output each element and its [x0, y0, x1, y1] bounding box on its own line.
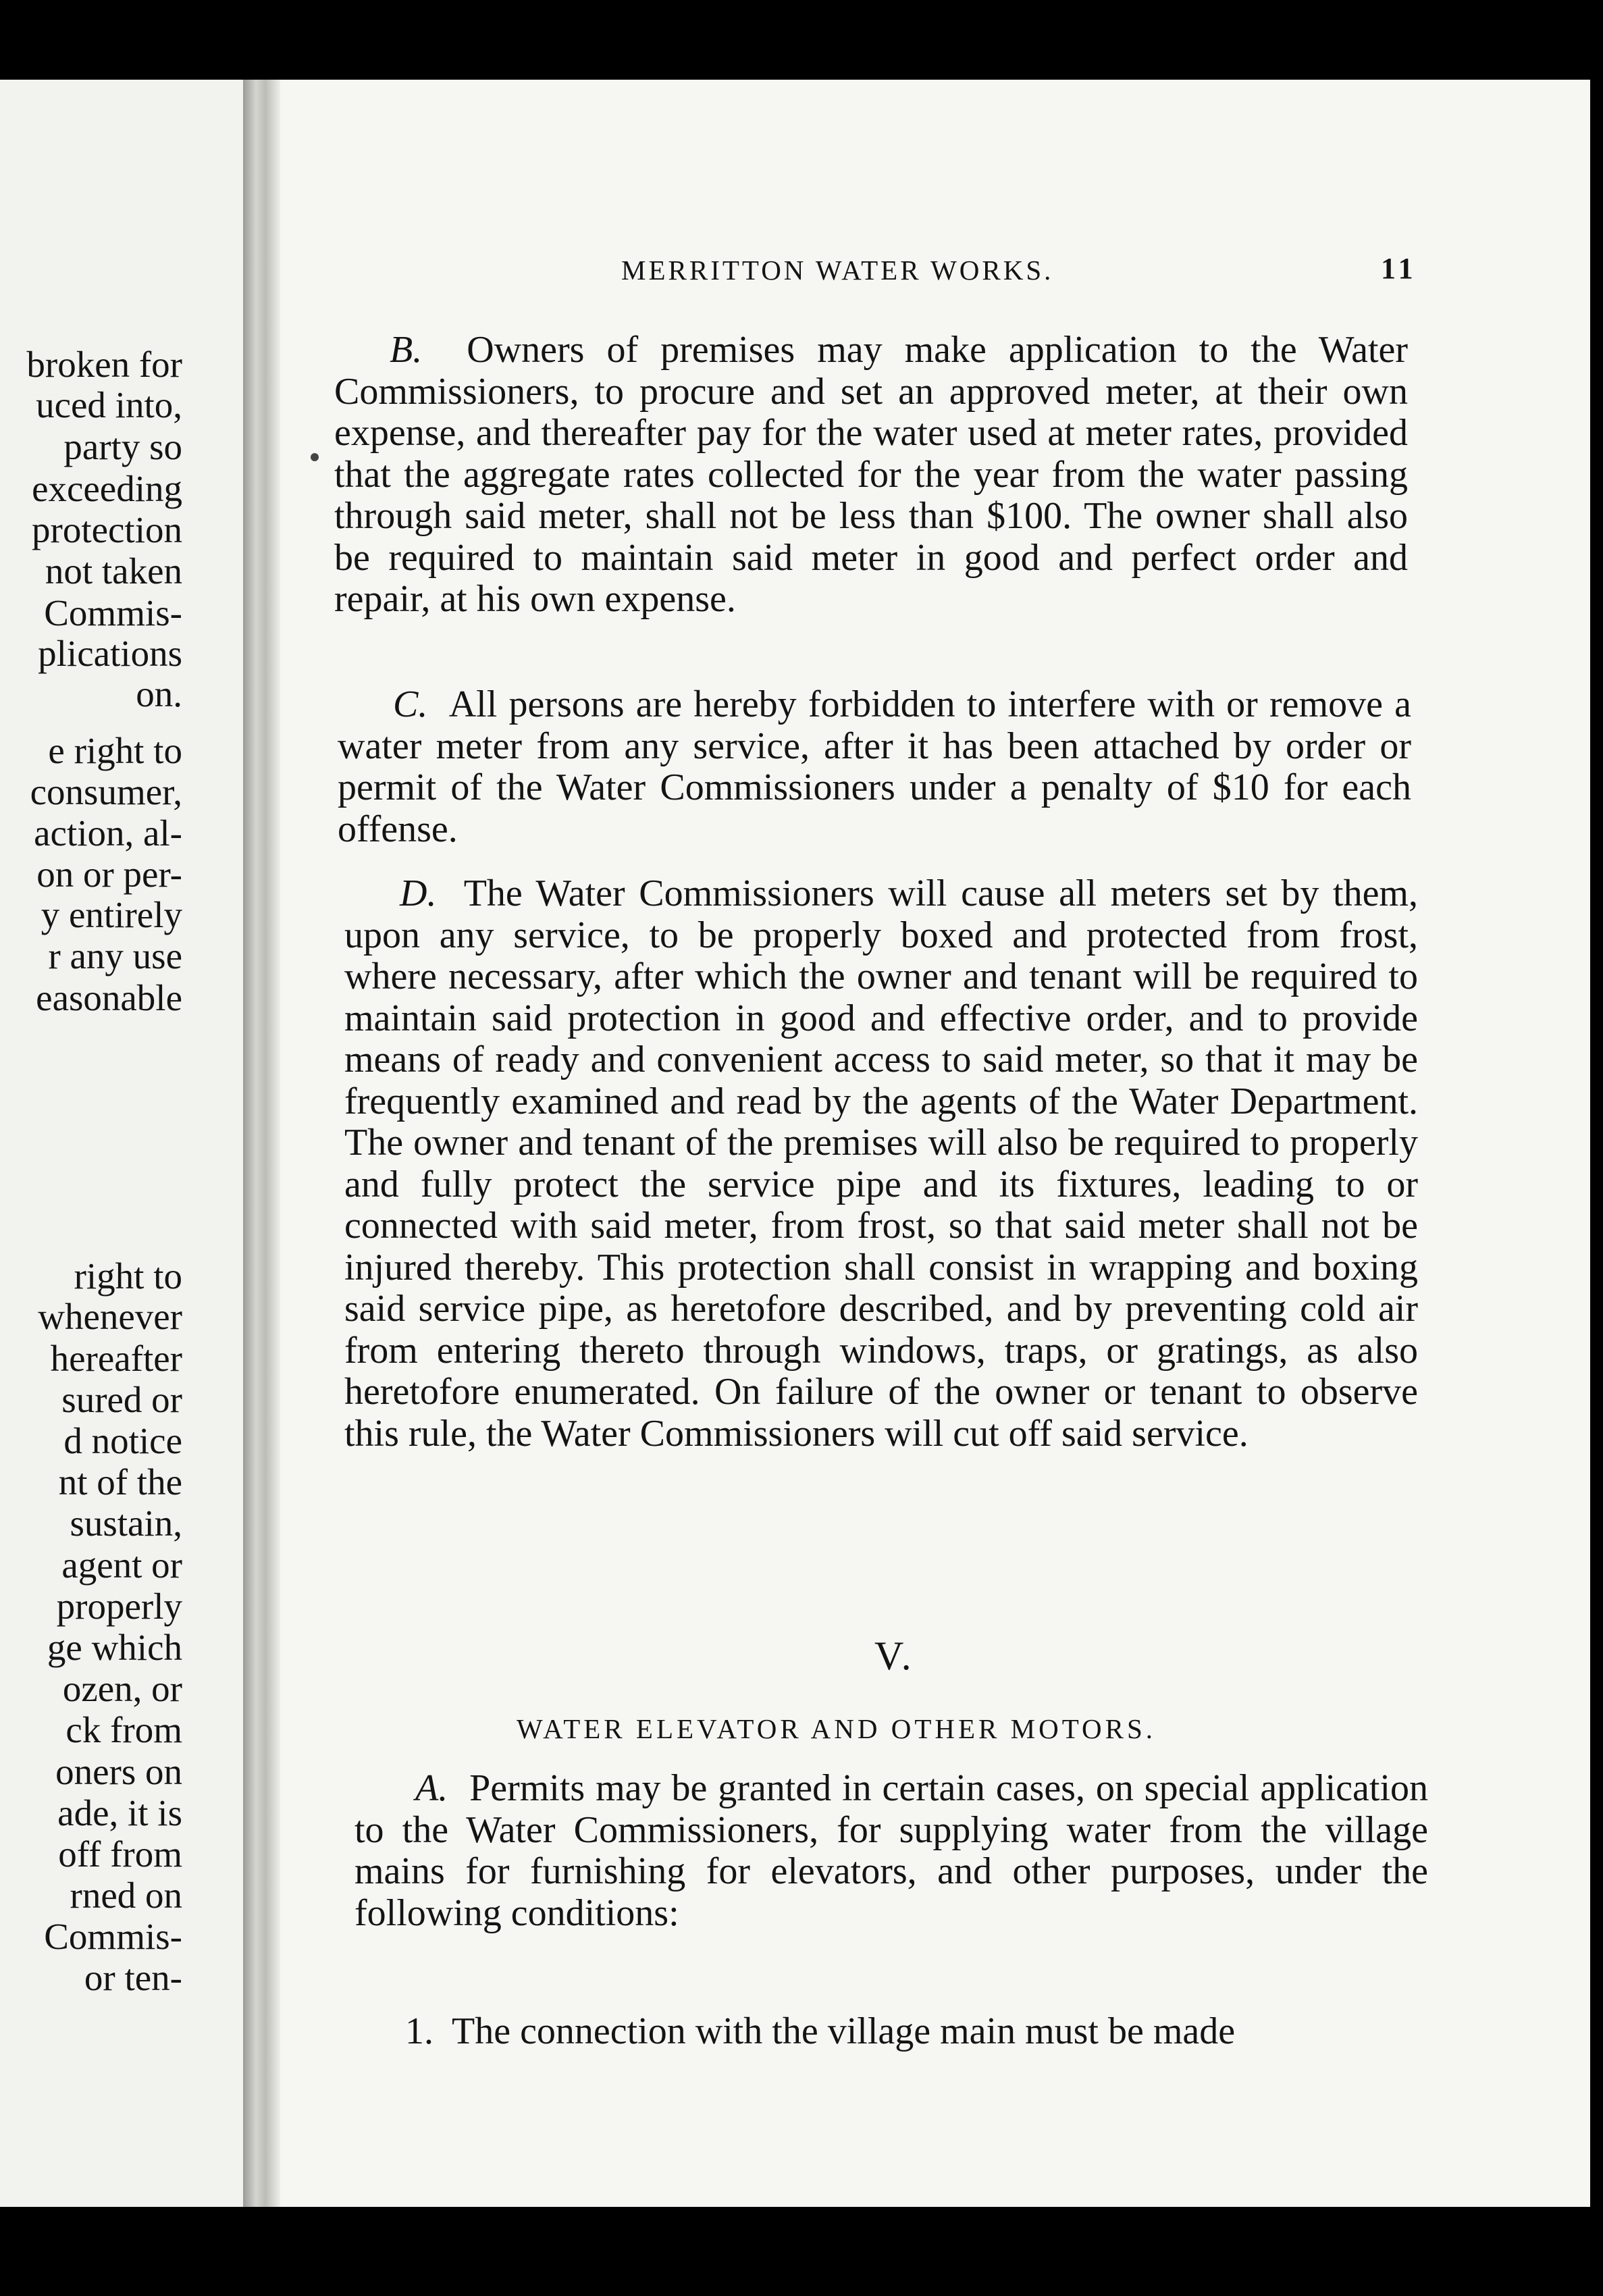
- list-item-text: The connection with the village main must be made: [452, 2010, 1236, 2052]
- paragraph-label: C.: [393, 683, 428, 725]
- list-item-number: 1.: [405, 2010, 433, 2052]
- previous-page-line: ck from: [65, 1709, 182, 1750]
- previous-page-line: whenever: [38, 1296, 182, 1337]
- paragraph-b: [334, 330, 1408, 621]
- paragraph-text: The Water Commissioners will cause all meters set by them, upon any service, to be properly boxed and protected from frost, where necessary, after which the owner and tenant will be required to maintain said protection in good and effective order, and to provide means of ready and convenient access to said meter, so that it may be frequently examined and read by the agents of the Water Department. The owner and tenant of the premises will also be required to properly and fully protect the service pipe and its fixtures, leading to or connected with said meter, from frost, so that said meter shall not be injured thereby. This protection shall consist in wrapping and boxing said service pipe, as heretofore described, and by preventing cold air from entering thereto through windows, traps, or gratings, as also heretofore enumerated. On failure of the owner or tenant to observe this rule, the Water Commissioners will cut off said service.: [344, 872, 1418, 1455]
- paragraph-text: Owners of premises may make application to the Water Commissioners, to procure and set an approved meter, at their own expense, and thereafter pay for the water used at meter rates, provided that the aggregate rates collected for the year from the water passing through said meter, shall not be less than $100. The owner shall also be required to maintain said meter in good and perfect order and repair, at his own expense.: [334, 329, 1408, 620]
- running-head: MERRITTON WATER WORKS.: [621, 255, 1054, 286]
- previous-page-line: off from: [58, 1833, 182, 1875]
- paragraph-label: B.: [390, 329, 423, 371]
- current-page: [280, 80, 1590, 2207]
- previous-page-line: easonable: [36, 977, 182, 1018]
- page-number: 11: [1381, 252, 1417, 285]
- previous-page-line: exceeding: [32, 468, 182, 509]
- previous-page-line: ade, it is: [57, 1792, 182, 1833]
- previous-page-line: hereafter: [50, 1338, 182, 1379]
- previous-page-line: plications: [38, 633, 182, 674]
- paragraph-label: A.: [415, 1767, 448, 1809]
- ink-speck: [311, 453, 319, 461]
- section-numeral: V.: [874, 1634, 914, 1678]
- paragraph-text: Permits may be granted in certain cases, on special application to the Water Commissioners, for supplying water from the village mains for furnishing for elevators, and other purposes, under the following conditions:: [354, 1767, 1429, 1934]
- previous-page-line: properly: [56, 1586, 182, 1627]
- previous-page-line: Commis-: [44, 592, 182, 633]
- previous-page-line: broken for: [26, 344, 182, 385]
- previous-page-line: agent or: [61, 1544, 182, 1586]
- previous-page-line: ozen, or: [62, 1668, 182, 1709]
- previous-page-fragment: [0, 80, 243, 2207]
- previous-page-line: e right to: [48, 730, 182, 771]
- previous-page-line: r any use: [48, 935, 182, 976]
- previous-page-line: party so: [63, 426, 182, 467]
- previous-page-line: ge which: [47, 1627, 182, 1668]
- paragraph-a: [354, 1768, 1428, 1934]
- previous-page-line: or ten-: [84, 1957, 182, 1998]
- previous-page-line: uced into,: [36, 384, 182, 425]
- previous-page-line: on.: [136, 673, 182, 714]
- previous-page-line: protection: [32, 509, 182, 550]
- paragraph-label: D.: [400, 872, 437, 914]
- previous-page-line: sured or: [61, 1379, 182, 1420]
- paragraph-text: All persons are hereby forbidden to interfere with or remove a water meter from any service, after it has been attached by order or permit of the Water Commissioners under a penalty of $10 for each offense.: [338, 683, 1411, 850]
- page-gutter: [243, 80, 280, 2207]
- previous-page-line: y entirely: [41, 894, 182, 935]
- previous-page-line: oners on: [55, 1751, 182, 1792]
- previous-page-line: Commis-: [44, 1916, 182, 1957]
- previous-page-line: nt of the: [58, 1461, 182, 1503]
- list-item-1: [358, 2011, 1431, 2053]
- previous-page-line: rned on: [70, 1875, 182, 1916]
- paragraph-c: [338, 684, 1411, 850]
- previous-page-line: consumer,: [30, 771, 182, 812]
- previous-page-line: right to: [74, 1255, 182, 1297]
- previous-page-line: on or per-: [36, 854, 182, 895]
- previous-page-line: sustain,: [70, 1503, 182, 1544]
- previous-page-line: action, al-: [34, 812, 182, 854]
- section-title: WATER ELEVATOR AND OTHER MOTORS.: [517, 1713, 1157, 1744]
- previous-page-line: not taken: [45, 550, 182, 592]
- paragraph-d: [344, 873, 1418, 1455]
- previous-page-line: d notice: [63, 1420, 182, 1461]
